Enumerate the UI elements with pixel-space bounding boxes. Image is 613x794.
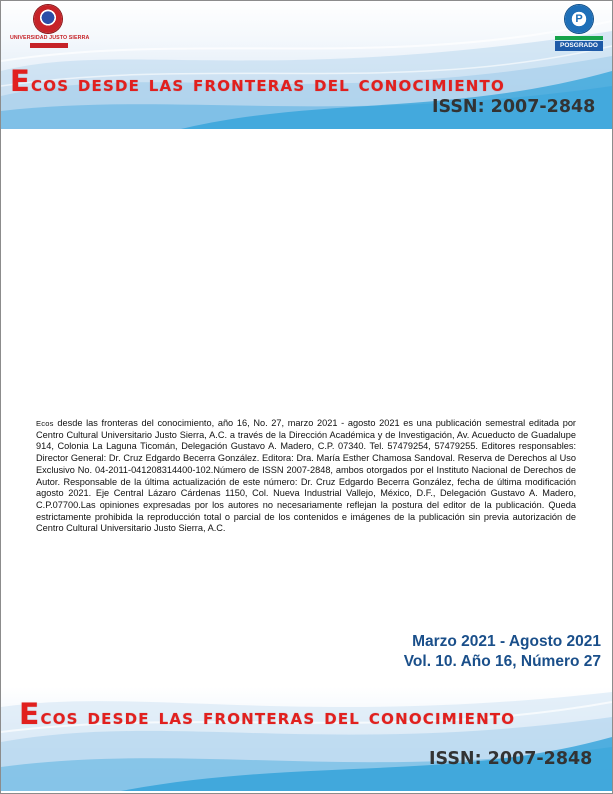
footer-journal-title xyxy=(19,697,515,732)
legal-notice xyxy=(36,418,576,535)
university-logo-strip xyxy=(30,43,68,48)
issn-label: ISSN: 2007-2848 xyxy=(432,97,596,117)
journal-title xyxy=(10,64,505,98)
footer-journal-title-initial: E xyxy=(19,697,41,732)
posgrado-logo-strip xyxy=(555,36,603,40)
posgrado-logo xyxy=(553,5,605,53)
legal-notice-body: desde las fronteras del conocimiento, año 16, No. 27, marzo 2021 - agosto 2021 es una publicación semestral editada por Centro Cultural Universitario Justo Sierra, A.C. a través de la Dirección Académica y de Investigación, Av. Acueducto de Guadalupe 914, Colonia La Laguna Ticomán, Delegación Gustavo A. Madero, C.P. 07340. Tel. 57479254, 57479255. Editores responsables: Director General: Dr. Cruz Edgardo Becerra González. Editora: Dra. María Esther Chamosa Sandoval. Reserva de Derechos al Uso Exclusivo No. 04-2011-041208314400-102.Número de ISSN 2007-2848, ambos otorgados por el Instituto Nacional de Derechos de Autor. Responsable de la última actualización de este número: Dr. Cruz Edgardo Becerra González, fecha de última modificación agosto 2021. Eje Central Lázaro Cárdenas 1150, Col. Nueva Industrial Vallejo, México, D.F., Delegación Gustavo A. Madero, C.P.07700.Las opiniones expresadas por los autores no necesariamente reflejan la postura del editor de la publicación. Queda estrictamente prohibida la reproducción total o parcial de los contenidos e imágenes de la publicación sin previa autorización de Centro Cultural Universitario Justo Sierra, A.C. xyxy=(36,418,576,534)
university-logo xyxy=(10,5,88,51)
footer-issn-label: ISSN: 2007-2848 xyxy=(429,749,593,769)
journal-title-rest: cos desde las fronteras del conocimiento xyxy=(31,72,505,97)
posgrado-logo-text: POSGRADO xyxy=(555,41,603,51)
posgrado-seal-glyph: P xyxy=(575,13,583,25)
edition-period: Marzo 2021 - Agosto 2021 xyxy=(412,633,601,650)
legal-notice-lead: Ecos xyxy=(36,419,54,428)
university-logo-text: UNIVERSIDAD JUSTO SIERRA xyxy=(10,35,90,41)
footer-banner xyxy=(1,687,612,791)
footer-journal-title-rest: cos desde las fronteras del conocimiento xyxy=(40,705,516,730)
university-seal-icon xyxy=(34,5,62,33)
header-banner xyxy=(1,1,612,129)
journal-title-initial: E xyxy=(10,64,32,98)
edition-volume: Vol. 10. Año 16, Número 27 xyxy=(403,653,601,670)
